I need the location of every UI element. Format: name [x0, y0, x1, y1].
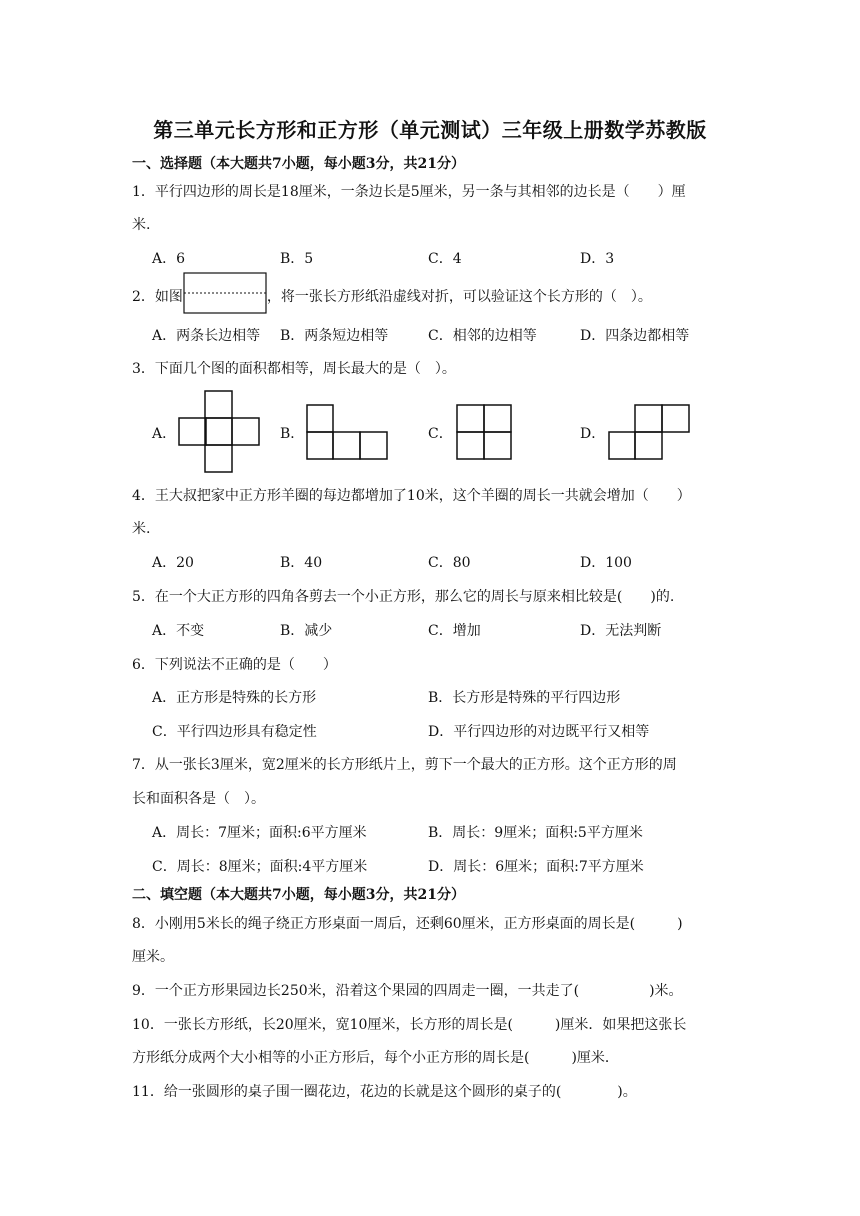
question-6-options-row2 [152, 721, 752, 741]
option-a: A． [152, 426, 177, 442]
question-7-options-row2 [152, 856, 752, 876]
figure-a-cross-shape [178, 390, 262, 474]
question-8-text: 8．小刚用5米长的绳子绕正方形桌面一周后，还剩60厘米，正方形桌面的周长是( ) [132, 916, 683, 932]
option-b: B．周长：9厘米；面积:5平方厘米 [428, 825, 643, 841]
option-a: A．不变 [152, 623, 205, 639]
question-9-text: 9．一个正方形果园边长250米，沿着这个果园的四周走一圈，一共走了( )米。 [132, 983, 683, 999]
option-a: A．正方形是特殊的长方形 [152, 690, 317, 706]
question-1-options [152, 248, 752, 268]
question-11-text: 11．给一张圆形的桌子围一圈花边，花边的长就是这个圆形的桌子的( )。 [132, 1084, 637, 1100]
option-c: C．4 [428, 251, 462, 267]
option-c: C．相邻的边相等 [428, 328, 537, 344]
question-7-options-row1 [152, 822, 752, 842]
question-5-options [152, 620, 752, 640]
option-d: D． [580, 426, 606, 442]
question-2-suffix: ，将一张长方形纸沿虚线对折，可以验证这个长方形的（ ）。 [266, 289, 652, 305]
page-title: 第三单元长方形和正方形（单元测试）三年级上册数学苏教版 [153, 118, 707, 142]
question-10-text-cont: 方形纸分成两个大小相等的小正方形后，每个小正方形的周长是( )厘米． [132, 1050, 619, 1066]
section-heading-fill-blank: 二、填空题（本大题共7小题，每小题3分，共21分） [132, 887, 465, 903]
question-7-text-cont: 长和面积各是（ ）。 [132, 791, 265, 807]
question-6-text: 6．下列说法不正确的是（ ） [132, 657, 337, 673]
question-4-text-cont: 米. [132, 521, 151, 537]
question-4-text: 4．王大叔把家中正方形羊圈的每边都增加了10米，这个羊圈的周长一共就会增加（ ） [132, 488, 691, 504]
option-b: B．40 [280, 555, 323, 571]
question-2-prefix: 2．如图 [132, 289, 183, 305]
option-c: C．周长：8厘米；面积:4平方厘米 [152, 859, 368, 875]
question-8-text-cont: 厘米。 [132, 949, 174, 965]
option-a: A．两条长边相等 [152, 328, 261, 344]
figure-b-l-shape [306, 403, 390, 461]
option-d: D．3 [580, 251, 615, 267]
option-a: A．20 [152, 555, 194, 571]
question-5-text: 5．在一个大正方形的四角各剪去一个小正方形，那么它的周长与原来相比较是( )的. [132, 589, 675, 605]
option-c: C．增加 [428, 623, 481, 639]
option-b: B．5 [280, 251, 314, 267]
option-a: A．6 [152, 251, 186, 267]
folded-rectangle-figure [183, 272, 269, 316]
option-c: C．平行四边形具有稳定性 [152, 724, 317, 740]
option-d: D．四条边都相等 [580, 328, 690, 344]
option-b: B．长方形是特殊的平行四边形 [428, 690, 621, 706]
question-2-options [152, 325, 752, 345]
question-10-text: 10．一张长方形纸，长20厘米，宽10厘米，长方形的周长是( )厘米．如果把这张长 [132, 1017, 687, 1033]
option-a: A．周长：7厘米；面积:6平方厘米 [152, 825, 367, 841]
option-b: B．两条短边相等 [280, 328, 389, 344]
question-7-text: 7．从一张长3厘米，宽2厘米的长方形纸片上，剪下一个最大的正方形。这个正方形的周 [132, 757, 677, 773]
question-6-options-row1 [152, 687, 752, 707]
option-c: C．80 [428, 555, 471, 571]
figure-c-square-shape [455, 403, 513, 461]
question-3-text: 3．下面几个图的面积都相等，周长最大的是（ ）。 [132, 361, 456, 377]
question-1-text: 1．平行四边形的周长是18厘米，一条边长是5厘米，另一条与其相邻的边长是（ ）厘 [132, 184, 686, 200]
option-d: D．无法判断 [580, 623, 662, 639]
question-4-options [152, 552, 752, 572]
option-d: D．周长：6厘米；面积:7平方厘米 [428, 859, 644, 875]
question-1-text-cont: 米. [132, 217, 151, 233]
option-d: D．平行四边形的对边既平行又相等 [428, 724, 650, 740]
option-b: B．减少 [280, 623, 333, 639]
option-d: D．100 [580, 555, 632, 571]
figure-d-s-shape [607, 403, 691, 461]
option-c: C． [428, 426, 453, 442]
section-heading-choice: 一、选择题（本大题共7小题，每小题3分，共21分） [132, 156, 465, 172]
option-b: B． [280, 426, 305, 442]
